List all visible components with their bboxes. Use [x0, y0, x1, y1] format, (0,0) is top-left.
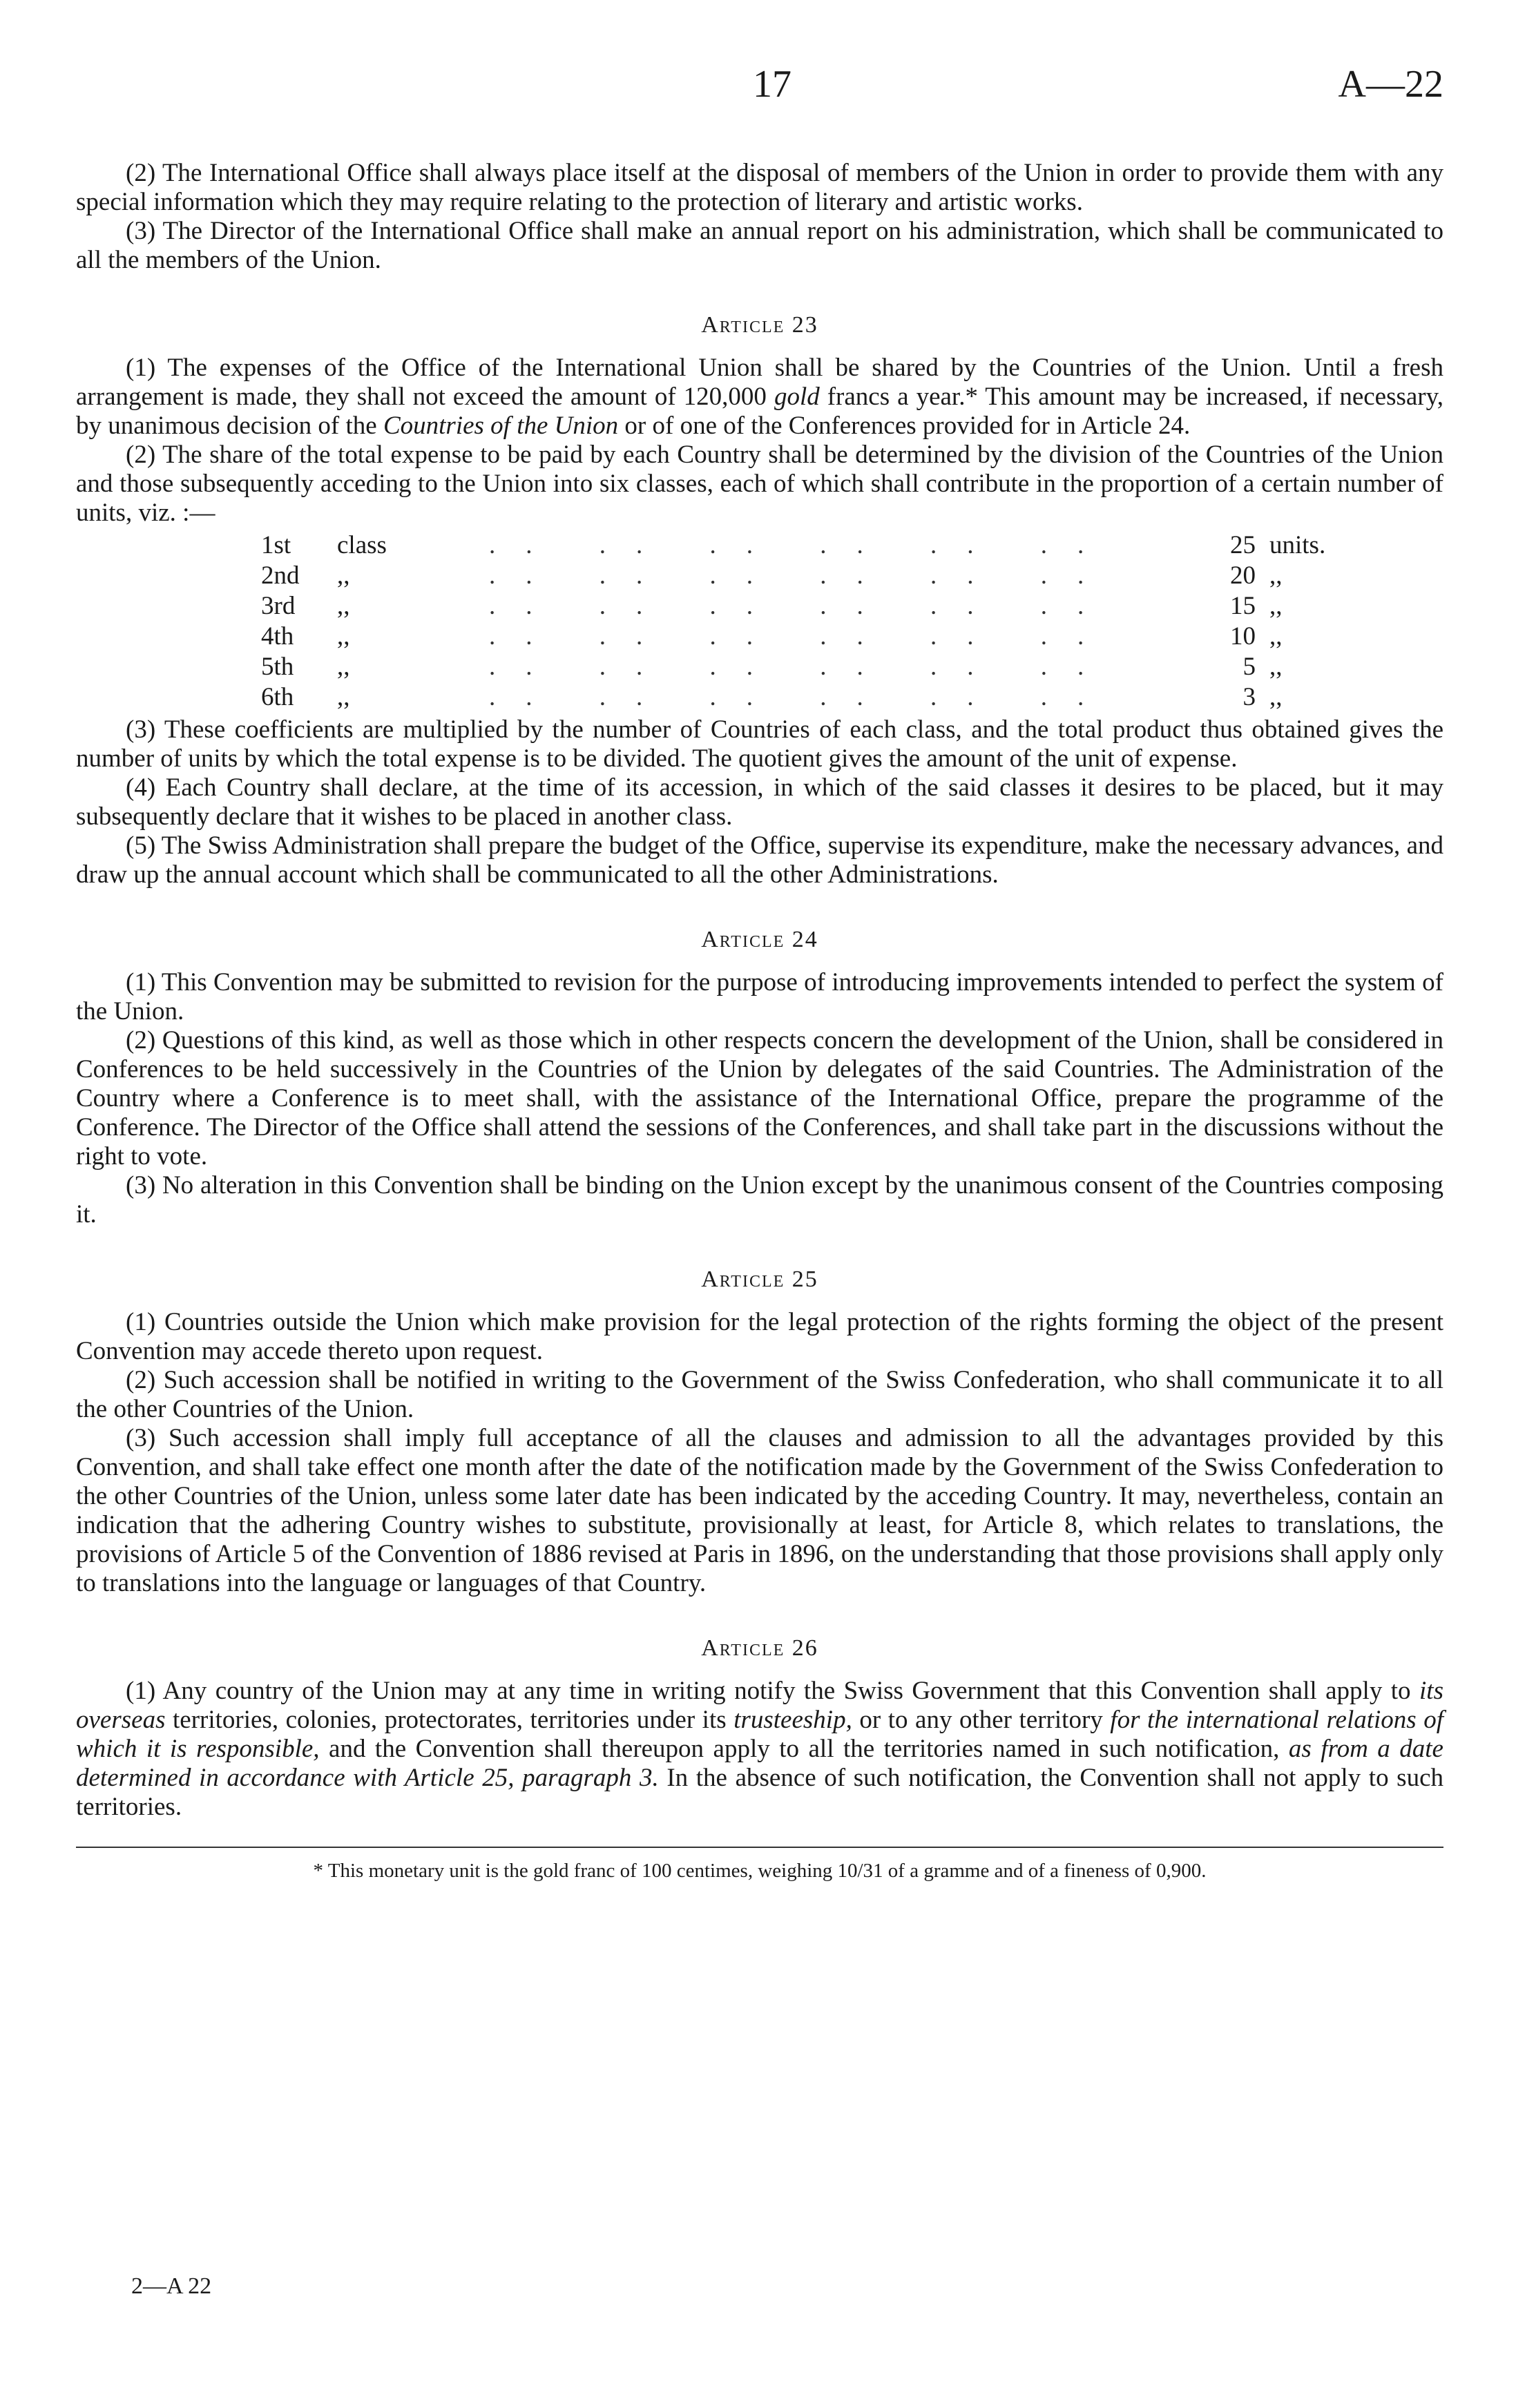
- article-26-heading: Article 26: [701, 1635, 818, 1661]
- article-24-paragraph-1: (1) This Convention may be submitted to revision for the purpose of introducing improvements intended to perfect the system of the Union.: [76, 968, 1443, 1025]
- table-row: 3rd ,, .. .. .. .. .. .. 15 ,,: [261, 592, 1283, 620]
- article-23-paragraph-1: (1) The expenses of the Office of the International Union shall be shared by the Countries of the Union. Until a fresh arrangement is made, they shall not exceed the amount of 120,000 gold francs a year.* This amount may be increased, if necessary, by unanimous decision of the Countries of the Union or of one of the Conferences provided for in Article 24.: [76, 354, 1443, 440]
- article-23-paragraph-5: (5) The Swiss Administration shall prepare the budget of the Office, supervise its expenditure, make the necessary advances, and draw up the annual account which shall be communicated to all the other Administrations.: [76, 831, 1443, 889]
- units-table: [261, 530, 1366, 713]
- article-23-paragraph-3: (3) These coefficients are multiplied by the number of Countries of each class, and the total product thus obtained gives the number of units by which the total expense is to be divided. The quotient gives the amount of the unit of expense.: [76, 715, 1443, 773]
- table-row: 5th ,, .. .. .. .. .. .. 5 ,,: [261, 653, 1283, 681]
- sheet-signature: 2—A 22: [131, 2273, 212, 2299]
- article-23-heading: Article 23: [701, 312, 818, 338]
- article-24-paragraph-2: (2) Questions of this kind, as well as those which in other respects concern the development of the Union, shall be considered in Conferences to be held successively in the Countries of the Union by delegates of the said Countries. The Administration of the Country where a Conference is to meet shall, with the assistance of the International Office, prepare the programme of the Conference. The Director of the Office shall attend the sessions of the Conferences, and shall take part in the discussions without the right to vote.: [76, 1026, 1443, 1171]
- article-24-heading: Article 24: [701, 927, 818, 952]
- article-25-paragraph-3: (3) Such accession shall imply full acceptance of all the clauses and admission to all the advantages provided by this Convention, and shall take effect one month after the date of the notification made by the Government of the Swiss Confederation to the other Countries of the Union, unless some later date has been indicated by the acceding Country. It may, nevertheless, contain an indication that the adhering Country wishes to substitute, provisionally at least, for Article 8, which relates to translations, the provisions of Article 5 of the Convention of 1886 revised at Paris in 1896, on the understanding that those provisions shall apply only to translations into the language or languages of that Country.: [76, 1424, 1443, 1597]
- article-25-heading: Article 25: [701, 1266, 818, 1292]
- document-id: A—22: [1338, 63, 1443, 106]
- table-row: 4th ,, .. .. .. .. .. .. 10 ,,: [261, 622, 1283, 651]
- intro-paragraph-2: (2) The International Office shall always place itself at the disposal of members of the Union in order to provide them with any special information which they may require relating to the protection of literary and artistic works.: [76, 159, 1443, 216]
- page-header: [76, 62, 1443, 131]
- page-number: 17: [753, 63, 791, 106]
- table-row: 2nd ,, .. .. .. .. .. .. 20 ,,: [261, 561, 1283, 590]
- intro-paragraph-3: (3) The Director of the International Office shall make an annual report on his administration, which shall be communicated to all the members of the Union.: [76, 217, 1443, 274]
- article-23-paragraph-2: (2) The share of the total expense to be paid by each Country shall be determined by the division of the Countries of the Union and those subsequently acceding to the Union into six classes, each of which shall contribute in the proportion of a certain number of units, viz. :—: [76, 441, 1443, 527]
- table-row: 1st class .. .. .. .. .. .. 25 units.: [261, 531, 1326, 559]
- article-25-paragraph-1: (1) Countries outside the Union which make provision for the legal protection of the rights forming the object of the present Convention may accede thereto upon request.: [76, 1308, 1443, 1365]
- table-row: 6th ,, .. .. .. .. .. .. 3 ,,: [261, 683, 1283, 711]
- article-24-paragraph-3: (3) No alteration in this Convention shall be binding on the Union except by the unanimous consent of the Countries composing it.: [76, 1171, 1443, 1229]
- footnote-divider: [76, 1847, 1443, 1848]
- article-25-paragraph-2: (2) Such accession shall be notified in writing to the Government of the Swiss Confederation, who shall communicate it to all the other Countries of the Union.: [76, 1366, 1443, 1423]
- footnote: * This monetary unit is the gold franc of 100 centimes, weighing 10/31 of a gramme and of a fineness of 0,900.: [313, 1860, 1207, 1882]
- article-26-paragraph-1: (1) Any country of the Union may at any time in writing notify the Swiss Government that this Convention shall apply to its overseas territories, colonies, protectorates, territories under its trusteeship, or to any other territory for the international relations of which it is responsible, and the Convention shall thereupon apply to all the territories named in such notification, as from a date determined in accordance with Article 25, paragraph 3. In the absence of such notification, the Convention shall not apply to such territories.: [76, 1677, 1443, 1821]
- document-page: [76, 62, 1443, 2382]
- article-23-paragraph-4: (4) Each Country shall declare, at the time of its accession, in which of the said classes it desires to be placed, but it may subsequently declare that it wishes to be placed in another class.: [76, 773, 1443, 831]
